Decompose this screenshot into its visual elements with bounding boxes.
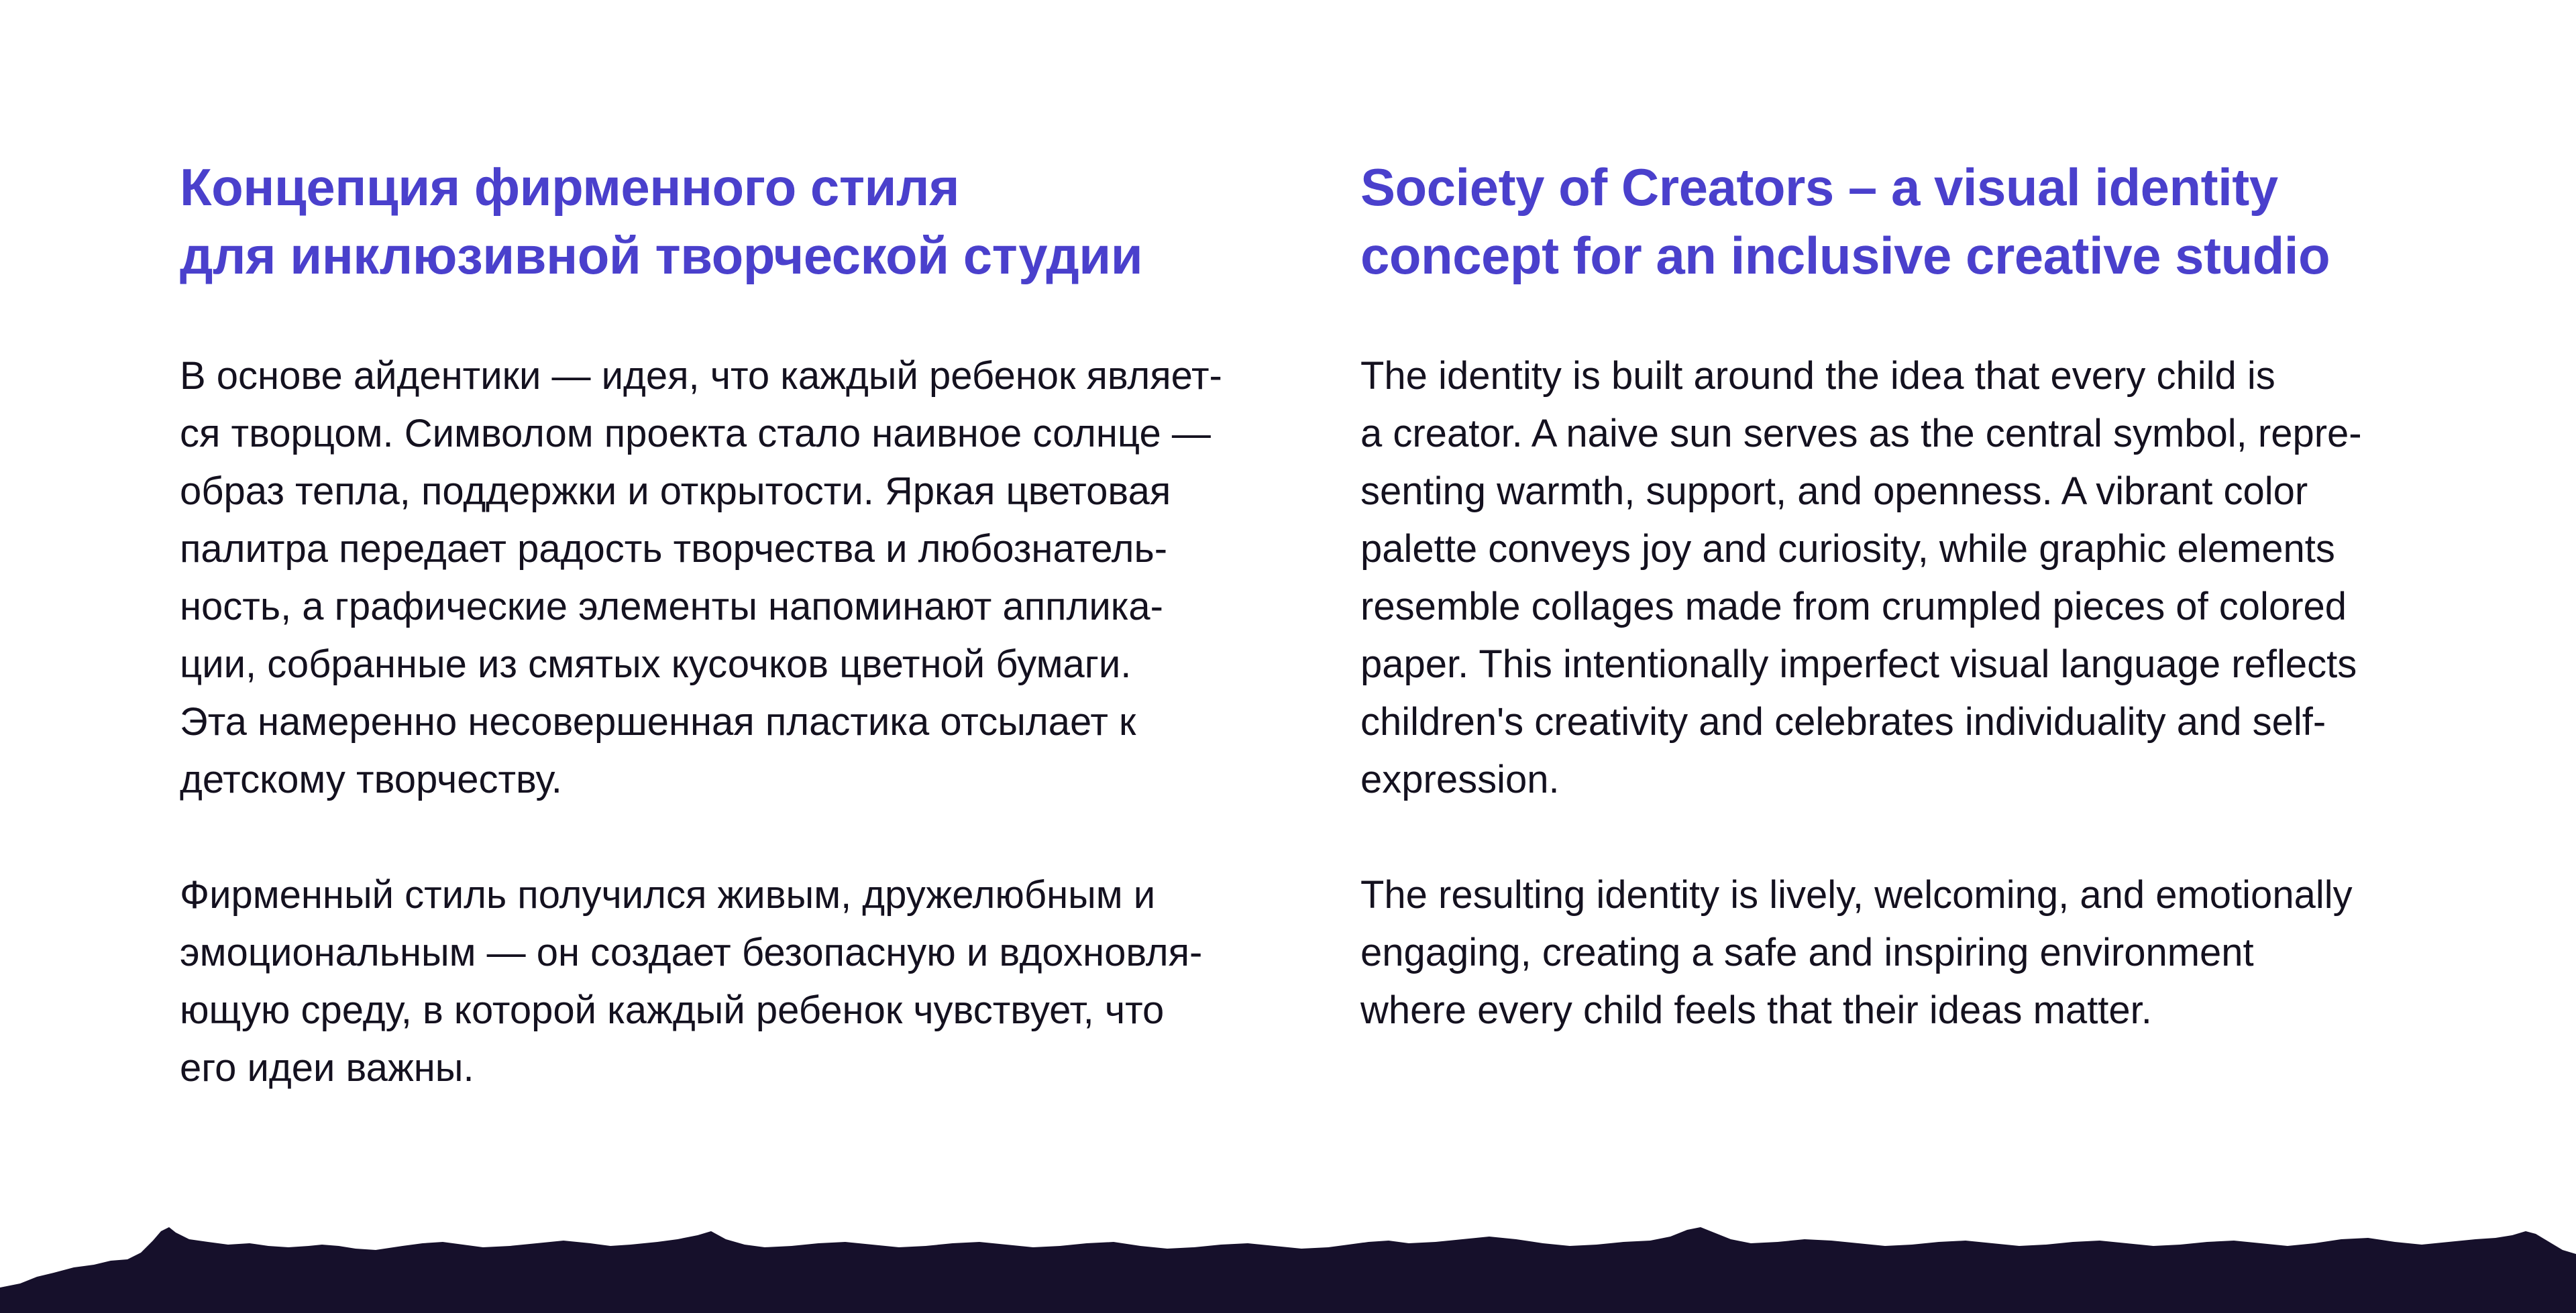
russian-column (180, 153, 1307, 1097)
paragraph-ru-2 (180, 866, 1307, 1097)
torn-paper-shape (0, 1227, 2576, 1313)
paragraph-line: его идеи важны. (180, 1046, 474, 1090)
paragraph-line: палитра передает радость творчества и любознатель- (180, 527, 1168, 571)
paragraph-line: palette conveys joy and curiosity, while graphic elements (1360, 527, 2335, 571)
paragraph-line: Фирменный стиль получился живым, дружелюбным и (180, 873, 1156, 917)
paragraph-ru-1 (180, 347, 1307, 809)
paragraph-line: В основе айдентики — идея, что каждый ребенок являет- (180, 354, 1222, 398)
paragraph-line: ся творцом. Символом проекта стало наивное солнце — (180, 412, 1211, 455)
paragraph-line: senting warmth, support, and openness. A vibrant color (1360, 469, 2308, 513)
heading-en (1360, 153, 2487, 290)
heading-en-line: concept for an inclusive creative studio (1360, 226, 2330, 285)
paragraph-en-2 (1360, 866, 2487, 1039)
torn-paper-edge (0, 1212, 2576, 1313)
paragraph-line: children's creativity and celebrates individuality and self- (1360, 700, 2326, 744)
heading-ru-line: для инклюзивной творческой студии (180, 226, 1143, 285)
paragraph-line: ющую среду, в которой каждый ребенок чувствует, что (180, 988, 1165, 1032)
paragraph-line: эмоциональным — он создает безопасную и вдохновля- (180, 931, 1203, 974)
paragraph-line: детскому творчеству. (180, 758, 562, 801)
paragraph-line: ность, а графические элементы напоминают апплика- (180, 585, 1163, 628)
paragraph-line: The resulting identity is lively, welcoming, and emotionally (1360, 873, 2353, 917)
paragraph-line: expression. (1360, 758, 1560, 801)
paragraph-line: resemble collages made from crumpled pieces of colored (1360, 585, 2347, 628)
heading-en-line: Society of Creators – a visual identity (1360, 158, 2278, 217)
paragraph-line: образ тепла, поддержки и открытости. Яркая цветовая (180, 469, 1171, 513)
paragraph-line: The identity is built around the idea that every child is (1360, 354, 2275, 398)
heading-ru-line: Концепция фирменного стиля (180, 158, 960, 217)
paragraph-en-1 (1360, 347, 2487, 809)
paragraph-line: paper. This intentionally imperfect visual language reflects (1360, 642, 2357, 686)
paragraph-line: Эта намеренно несовершенная пластика отсылает к (180, 700, 1136, 744)
paragraph-line: engaging, creating a safe and inspiring environment (1360, 931, 2254, 974)
heading-ru (180, 153, 1307, 290)
paragraph-line: ции, собранные из смятых кусочков цветной бумаги. (180, 642, 1132, 686)
paragraph-line: where every child feels that their ideas matter. (1360, 988, 2152, 1032)
english-column (1360, 153, 2487, 1039)
paragraph-line: a creator. A naive sun serves as the central symbol, repre- (1360, 412, 2362, 455)
